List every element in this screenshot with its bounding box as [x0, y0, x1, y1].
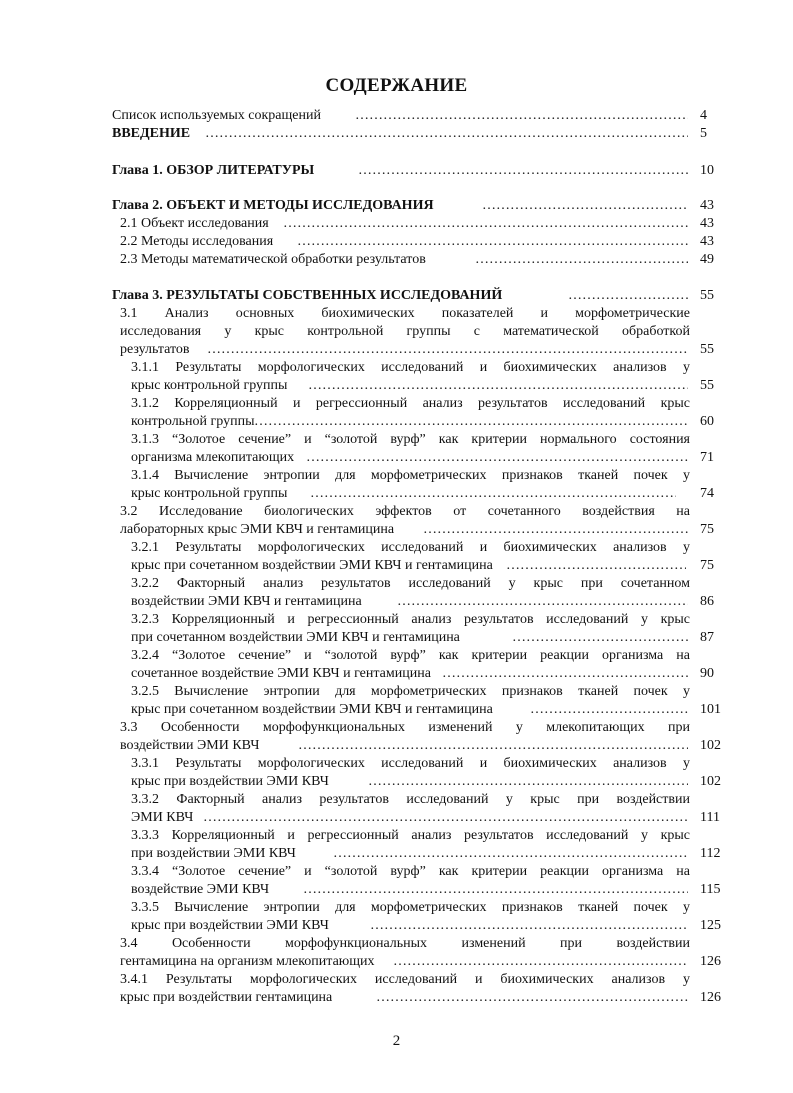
toc-entry-text: 3.4 Особенности морфофункциональных изменений при воздействии: [120, 936, 690, 951]
toc-leader: [306, 449, 688, 467]
toc-entry-page: 55: [700, 378, 714, 393]
toc-entry-text: крыс при воздействии гентамицина: [120, 990, 333, 1005]
page-title: СОДЕРЖАНИЕ: [325, 75, 468, 96]
toc-leader: [358, 162, 688, 180]
toc-leader: [310, 485, 676, 503]
toc-leader: [393, 953, 688, 971]
toc-entry-text: 3.2.2 Факторный анализ результатов исследований у крыс при сочетанном: [131, 576, 690, 591]
toc-entry-page: 5: [700, 126, 707, 141]
toc-entry-text: организма млекопитающих: [131, 450, 295, 465]
toc-entry-page: 111: [700, 810, 720, 825]
toc-entry-page: 126: [700, 954, 721, 969]
toc-leader: [283, 215, 688, 233]
toc-entry-text: крыс при сочетанном воздействии ЭМИ КВЧ и гентамицина: [131, 558, 493, 573]
toc-leader: [205, 125, 688, 143]
toc-entry-page: 74: [700, 486, 714, 501]
toc-entry-text: крыс контрольной группы: [131, 486, 288, 501]
toc-leader: [254, 413, 688, 431]
toc-entry-text: ЭМИ КВЧ: [131, 810, 194, 825]
toc-leader: [308, 377, 688, 395]
toc-entry-text: 2.1 Объект исследования: [120, 216, 269, 231]
toc-entry-text: 3.2.3 Корреляционный и регрессионный анализ результатов исследований у крыс: [131, 612, 690, 627]
toc-leader: [368, 773, 688, 791]
toc-entry-text: сочетанное воздействие ЭМИ КВЧ и гентамицина: [131, 666, 431, 681]
toc-entry-text: 3.3.2 Факторный анализ результатов исследований у крыс при воздействии: [131, 792, 690, 807]
toc-leader: [370, 917, 688, 935]
toc-entry-page: 102: [700, 738, 721, 753]
toc-entry-text: Глава 2. ОБЪЕКТ И МЕТОДЫ ИССЛЕДОВАНИЯ: [112, 198, 434, 213]
toc-entry-page: 55: [700, 288, 714, 303]
toc-entry-text: 3.2.5 Вычисление энтропии для морфометрических признаков тканей почек у: [131, 684, 690, 699]
toc-entry-text: 3.1 Анализ основных биохимических показателей и морфометрические: [120, 306, 690, 321]
toc-entry-text: 3.3.1 Результаты морфологических исследований и биохимических анализов у: [131, 756, 690, 771]
toc-entry-page: 102: [700, 774, 721, 789]
toc-leader: [303, 881, 688, 899]
toc-entry-page: 90: [700, 666, 714, 681]
toc-leader: [207, 341, 688, 359]
toc-entry-text: воздействии ЭМИ КВЧ и гентамицина: [131, 594, 362, 609]
toc-entry-text: крыс при сочетанном воздействии ЭМИ КВЧ и гентамицина: [131, 702, 493, 717]
toc-entry-text: при воздействии ЭМИ КВЧ: [131, 846, 296, 861]
toc-leader: [442, 665, 688, 683]
toc-entry-text: 3.3.5 Вычисление энтропии для морфометрических признаков тканей почек у: [131, 900, 690, 915]
toc-entry-text: 3.2.1 Результаты морфологических исследований и биохимических анализов у: [131, 540, 690, 555]
toc-leader: [355, 107, 688, 125]
toc-entry-page: 75: [700, 522, 714, 537]
toc-leader: [397, 593, 688, 611]
toc-entry-page: 75: [700, 558, 714, 573]
toc-entry-page: 4: [700, 108, 707, 123]
toc-entry-text: воздействии ЭМИ КВЧ: [120, 738, 260, 753]
toc-entry-text: 3.3.4 “Золотое сечение” и “золотой вурф” как критерии реакции организма на: [131, 864, 690, 879]
toc-entry-text: лабораторных крыс ЭМИ КВЧ и гентамицина: [120, 522, 395, 537]
toc-entry-text: при сочетанном воздействии ЭМИ КВЧ и гентамицина: [131, 630, 460, 645]
toc-entry-text: крыс при воздействии ЭМИ КВЧ: [131, 918, 329, 933]
toc-leader: [512, 629, 688, 647]
toc-entry-page: 43: [700, 234, 714, 249]
toc-leader: [203, 809, 688, 827]
toc-entry-text: 3.3 Особенности морфофункциональных изменений у млекопитающих при: [120, 720, 690, 735]
toc-leader: [376, 989, 688, 1007]
toc-leader: [506, 557, 686, 575]
toc-entry-text: ВВЕДЕНИЕ: [112, 126, 191, 141]
toc-leader: [298, 737, 688, 755]
toc-entry-text: Глава 1. ОБЗОР ЛИТЕРАТУРЫ: [112, 163, 315, 178]
toc-leader: [333, 845, 688, 863]
toc-entry-page: 125: [700, 918, 721, 933]
toc-entry-page: 71: [700, 450, 714, 465]
toc-leader: [568, 287, 688, 305]
toc-entry-text: Глава 3. РЕЗУЛЬТАТЫ СОБСТВЕННЫХ ИССЛЕДОВАНИЙ: [112, 288, 503, 303]
toc-entry-page: 49: [700, 252, 714, 267]
toc-entry-page: 55: [700, 342, 714, 357]
toc-entry-text: исследования у крыс контрольной группы с математической обработкой: [120, 324, 690, 339]
toc-entry-page: 43: [700, 198, 714, 213]
toc-entry-text: воздействие ЭМИ КВЧ: [131, 882, 270, 897]
toc-entry-text: 3.3.3 Корреляционный и регрессионный анализ результатов исследований у крыс: [131, 828, 690, 843]
toc-entry-page: 115: [700, 882, 721, 897]
toc-entry-text: контрольной группы: [131, 414, 255, 429]
toc-entry-page: 43: [700, 216, 714, 231]
toc-entry-text: 3.1.3 “Золотое сечение” и “золотой вурф” как критерии нормального состояния: [131, 432, 690, 447]
toc-entry-page: 126: [700, 990, 721, 1005]
toc-entry-text: гентамицина на организм млекопитающих: [120, 954, 375, 969]
toc-entry-text: 3.1.4 Вычисление энтропии для морфометрических признаков тканей почек у: [131, 468, 690, 483]
toc-entry-text: 3.4.1 Результаты морфологических исследований и биохимических анализов у: [120, 972, 690, 987]
toc-entry-text: результатов: [120, 342, 190, 357]
toc-entry-text: Список используемых сокращений: [112, 108, 321, 123]
toc-entry-text: 3.1.2 Корреляционный и регрессионный анализ результатов исследований крыс: [131, 396, 690, 411]
toc-entry-page: 87: [700, 630, 714, 645]
toc-entry-page: 101: [700, 702, 721, 717]
toc-entry-text: 2.3 Методы математической обработки результатов: [120, 252, 426, 267]
toc-entry-text: крыс при воздействии ЭМИ КВЧ: [131, 774, 329, 789]
toc-leader: [530, 701, 688, 719]
toc-entry-text: 2.2 Методы исследования: [120, 234, 274, 249]
toc-entry-text: крыс контрольной группы: [131, 378, 288, 393]
toc-entry-page: 86: [700, 594, 714, 609]
toc-leader: [482, 197, 688, 215]
toc-leader: [297, 233, 688, 251]
toc-entry-text: 3.2 Исследование биологических эффектов от сочетанного воздействия на: [120, 504, 690, 519]
toc-leader: [475, 251, 688, 269]
toc-leader: [423, 521, 688, 539]
page-number: 2: [392, 1033, 401, 1049]
toc-entry-text: 3.2.4 “Золотое сечение” и “золотой вурф” как критерии реакции организма на: [131, 648, 690, 663]
toc-entry-page: 60: [700, 414, 714, 429]
toc-entry-page: 10: [700, 163, 714, 178]
toc-entry-text: 3.1.1 Результаты морфологических исследований и биохимических анализов у: [131, 360, 690, 375]
toc-entry-page: 112: [700, 846, 721, 861]
